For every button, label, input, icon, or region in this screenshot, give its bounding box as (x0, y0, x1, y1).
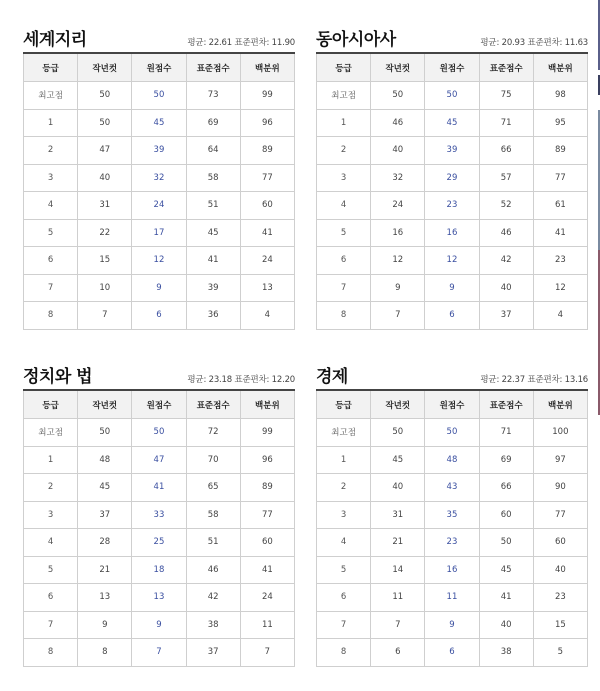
cell-standard-score: 58 (186, 501, 240, 529)
cell-raw-score: 9 (132, 611, 186, 639)
cell-percentile: 4 (240, 302, 294, 330)
score-table (316, 52, 588, 330)
cell-raw-score: 43 (425, 474, 479, 502)
cell-last-year-cut: 21 (78, 556, 132, 584)
col-header-last-year-cut: 작년컷 (78, 53, 132, 82)
cell-percentile: 24 (240, 584, 294, 612)
cell-raw-score: 12 (425, 247, 479, 275)
col-header-grade: 등급 (24, 53, 78, 82)
cell-raw-score: 39 (132, 137, 186, 165)
cell-grade: 1 (317, 446, 371, 474)
cell-grade: 7 (24, 274, 78, 302)
cell-raw-score: 45 (425, 109, 479, 137)
col-header-percentile: 백분위 (240, 390, 294, 419)
cell-raw-score: 11 (425, 584, 479, 612)
cell-percentile: 41 (240, 556, 294, 584)
panel-east-asian-history (316, 22, 588, 330)
panel-title: 정치와 법 (23, 367, 93, 387)
cell-percentile: 96 (240, 109, 294, 137)
cell-standard-score: 40 (479, 611, 533, 639)
cell-last-year-cut: 8 (78, 639, 132, 667)
cell-raw-score: 9 (132, 274, 186, 302)
table-row (317, 192, 588, 220)
cell-percentile: 7 (240, 639, 294, 667)
cell-grade: 최고점 (317, 419, 371, 447)
table-row (24, 274, 295, 302)
col-header-standard-score: 표준점수 (479, 53, 533, 82)
cell-standard-score: 66 (479, 137, 533, 165)
cell-standard-score: 70 (186, 446, 240, 474)
cell-grade: 4 (317, 529, 371, 557)
table-row (24, 611, 295, 639)
cell-percentile: 89 (240, 474, 294, 502)
cell-standard-score: 37 (186, 639, 240, 667)
cell-standard-score: 39 (186, 274, 240, 302)
cell-standard-score: 73 (186, 82, 240, 110)
panel-title: 경제 (316, 367, 348, 387)
cell-last-year-cut: 15 (78, 247, 132, 275)
cell-standard-score: 36 (186, 302, 240, 330)
cell-raw-score: 50 (132, 419, 186, 447)
col-header-grade: 등급 (24, 390, 78, 419)
cell-percentile: 100 (533, 419, 587, 447)
col-header-raw-score: 원점수 (132, 53, 186, 82)
cell-grade: 8 (317, 639, 371, 667)
table-header-row (24, 53, 295, 82)
cell-grade: 5 (317, 556, 371, 584)
cell-raw-score: 50 (425, 419, 479, 447)
cell-standard-score: 46 (479, 219, 533, 247)
cell-grade: 6 (317, 247, 371, 275)
cell-standard-score: 40 (479, 274, 533, 302)
cell-standard-score: 69 (479, 446, 533, 474)
table-row (317, 302, 588, 330)
panel-world-geography (23, 22, 295, 330)
table-header-row (317, 53, 588, 82)
cell-last-year-cut: 48 (78, 446, 132, 474)
cell-standard-score: 50 (479, 529, 533, 557)
cell-last-year-cut: 50 (371, 419, 425, 447)
cell-raw-score: 25 (132, 529, 186, 557)
table-row (24, 219, 295, 247)
table-row (317, 446, 588, 474)
panel-politics-and-law (23, 359, 295, 667)
cell-standard-score: 42 (479, 247, 533, 275)
cell-percentile: 99 (240, 82, 294, 110)
cell-percentile: 60 (240, 192, 294, 220)
cell-grade: 3 (24, 501, 78, 529)
cell-percentile: 40 (533, 556, 587, 584)
score-table (23, 389, 295, 667)
cell-last-year-cut: 45 (78, 474, 132, 502)
panel-stats: 평균: 22.61 표준편차: 11.90 (187, 38, 295, 48)
cell-percentile: 61 (533, 192, 587, 220)
cell-grade: 최고점 (317, 82, 371, 110)
cell-last-year-cut: 31 (371, 501, 425, 529)
cell-percentile: 15 (533, 611, 587, 639)
cell-grade: 3 (24, 164, 78, 192)
cell-standard-score: 42 (186, 584, 240, 612)
cell-raw-score: 6 (425, 639, 479, 667)
panel-title: 동아시아사 (316, 30, 396, 50)
panel-header (23, 22, 295, 52)
cell-standard-score: 38 (186, 611, 240, 639)
table-row (317, 556, 588, 584)
cell-grade: 2 (317, 137, 371, 165)
cell-percentile: 60 (240, 529, 294, 557)
cell-grade: 4 (24, 529, 78, 557)
cell-last-year-cut: 13 (78, 584, 132, 612)
cell-raw-score: 47 (132, 446, 186, 474)
cell-last-year-cut: 40 (371, 137, 425, 165)
cell-last-year-cut: 10 (78, 274, 132, 302)
cell-standard-score: 58 (186, 164, 240, 192)
cell-standard-score: 57 (479, 164, 533, 192)
table-row (24, 192, 295, 220)
cell-last-year-cut: 50 (78, 109, 132, 137)
cell-grade: 5 (24, 556, 78, 584)
cell-percentile: 95 (533, 109, 587, 137)
cell-raw-score: 13 (132, 584, 186, 612)
cell-raw-score: 6 (132, 302, 186, 330)
cell-grade: 5 (317, 219, 371, 247)
table-row (24, 247, 295, 275)
cell-standard-score: 66 (479, 474, 533, 502)
table-row (24, 137, 295, 165)
cell-percentile: 4 (533, 302, 587, 330)
cell-percentile: 77 (533, 501, 587, 529)
col-header-raw-score: 원점수 (132, 390, 186, 419)
table-row (317, 639, 588, 667)
cell-standard-score: 71 (479, 109, 533, 137)
cell-percentile: 97 (533, 446, 587, 474)
table-row (317, 529, 588, 557)
panel-stats: 평균: 22.37 표준편차: 13.16 (480, 375, 588, 385)
cell-standard-score: 69 (186, 109, 240, 137)
cell-raw-score: 41 (132, 474, 186, 502)
cell-standard-score: 72 (186, 419, 240, 447)
table-row (24, 529, 295, 557)
cell-last-year-cut: 9 (371, 274, 425, 302)
cell-percentile: 11 (240, 611, 294, 639)
col-header-standard-score: 표준점수 (186, 53, 240, 82)
cell-percentile: 99 (240, 419, 294, 447)
cell-grade: 6 (24, 584, 78, 612)
cell-raw-score: 17 (132, 219, 186, 247)
cell-percentile: 98 (533, 82, 587, 110)
table-row (24, 556, 295, 584)
col-header-standard-score: 표준점수 (479, 390, 533, 419)
cell-grade: 최고점 (24, 82, 78, 110)
table-row (24, 164, 295, 192)
table-row (317, 219, 588, 247)
cell-last-year-cut: 40 (371, 474, 425, 502)
cell-grade: 2 (24, 474, 78, 502)
cell-percentile: 41 (240, 219, 294, 247)
cell-standard-score: 38 (479, 639, 533, 667)
cell-raw-score: 32 (132, 164, 186, 192)
table-row (317, 274, 588, 302)
col-header-raw-score: 원점수 (425, 53, 479, 82)
cell-percentile: 5 (533, 639, 587, 667)
cell-last-year-cut: 37 (78, 501, 132, 529)
table-row (24, 302, 295, 330)
cell-standard-score: 37 (479, 302, 533, 330)
cell-grade: 1 (24, 446, 78, 474)
cell-percentile: 12 (533, 274, 587, 302)
cell-grade: 8 (317, 302, 371, 330)
cell-grade: 7 (317, 274, 371, 302)
cell-percentile: 23 (533, 247, 587, 275)
cell-standard-score: 41 (186, 247, 240, 275)
col-header-percentile: 백분위 (240, 53, 294, 82)
cell-raw-score: 18 (132, 556, 186, 584)
cell-raw-score: 7 (132, 639, 186, 667)
table-row (317, 501, 588, 529)
cell-percentile: 90 (533, 474, 587, 502)
cell-raw-score: 24 (132, 192, 186, 220)
cell-raw-score: 45 (132, 109, 186, 137)
cell-last-year-cut: 14 (371, 556, 425, 584)
panel-economics (316, 359, 588, 667)
table-row (317, 584, 588, 612)
score-table (316, 389, 588, 667)
cell-grade: 8 (24, 639, 78, 667)
table-header-row (317, 390, 588, 419)
table-row (317, 474, 588, 502)
col-header-grade: 등급 (317, 390, 371, 419)
cell-percentile: 77 (240, 164, 294, 192)
table-row (24, 419, 295, 447)
cell-grade: 5 (24, 219, 78, 247)
cell-raw-score: 9 (425, 274, 479, 302)
cell-grade: 6 (317, 584, 371, 612)
cell-grade: 최고점 (24, 419, 78, 447)
cell-last-year-cut: 22 (78, 219, 132, 247)
cell-last-year-cut: 50 (78, 419, 132, 447)
cell-last-year-cut: 16 (371, 219, 425, 247)
cell-standard-score: 71 (479, 419, 533, 447)
cell-standard-score: 65 (186, 474, 240, 502)
cell-last-year-cut: 32 (371, 164, 425, 192)
cell-percentile: 96 (240, 446, 294, 474)
cell-grade: 2 (24, 137, 78, 165)
col-header-percentile: 백분위 (533, 53, 587, 82)
cell-raw-score: 23 (425, 192, 479, 220)
table-row (317, 137, 588, 165)
col-header-last-year-cut: 작년컷 (371, 53, 425, 82)
cell-last-year-cut: 45 (371, 446, 425, 474)
table-row (24, 82, 295, 110)
cell-percentile: 89 (533, 137, 587, 165)
cell-grade: 3 (317, 501, 371, 529)
cell-raw-score: 35 (425, 501, 479, 529)
cell-last-year-cut: 50 (78, 82, 132, 110)
cell-standard-score: 46 (186, 556, 240, 584)
cell-raw-score: 9 (425, 611, 479, 639)
col-header-raw-score: 원점수 (425, 390, 479, 419)
cell-last-year-cut: 9 (78, 611, 132, 639)
table-header-row (24, 390, 295, 419)
panel-stats: 평균: 20.93 표준편차: 11.63 (480, 38, 588, 48)
table-row (24, 474, 295, 502)
cell-raw-score: 16 (425, 219, 479, 247)
cell-raw-score: 23 (425, 529, 479, 557)
cell-last-year-cut: 21 (371, 529, 425, 557)
cell-raw-score: 29 (425, 164, 479, 192)
panel-header (23, 359, 295, 389)
cell-standard-score: 41 (479, 584, 533, 612)
cell-grade: 1 (317, 109, 371, 137)
cell-last-year-cut: 24 (371, 192, 425, 220)
cell-raw-score: 33 (132, 501, 186, 529)
cell-grade: 6 (24, 247, 78, 275)
col-header-standard-score: 표준점수 (186, 390, 240, 419)
cell-standard-score: 64 (186, 137, 240, 165)
table-row (24, 501, 295, 529)
cell-percentile: 89 (240, 137, 294, 165)
cell-standard-score: 52 (479, 192, 533, 220)
cell-percentile: 13 (240, 274, 294, 302)
table-row (317, 109, 588, 137)
cell-standard-score: 75 (479, 82, 533, 110)
cell-last-year-cut: 12 (371, 247, 425, 275)
cell-raw-score: 12 (132, 247, 186, 275)
col-header-last-year-cut: 작년컷 (78, 390, 132, 419)
panel-header (316, 359, 588, 389)
score-table (23, 52, 295, 330)
col-header-percentile: 백분위 (533, 390, 587, 419)
cell-last-year-cut: 28 (78, 529, 132, 557)
cell-last-year-cut: 47 (78, 137, 132, 165)
cell-standard-score: 45 (186, 219, 240, 247)
cell-last-year-cut: 6 (371, 639, 425, 667)
cell-last-year-cut: 50 (371, 82, 425, 110)
cell-last-year-cut: 46 (371, 109, 425, 137)
cell-raw-score: 50 (132, 82, 186, 110)
cell-standard-score: 51 (186, 192, 240, 220)
cell-last-year-cut: 40 (78, 164, 132, 192)
cell-raw-score: 39 (425, 137, 479, 165)
cell-percentile: 60 (533, 529, 587, 557)
table-row (24, 109, 295, 137)
table-row (317, 247, 588, 275)
panel-header (316, 22, 588, 52)
cell-raw-score: 50 (425, 82, 479, 110)
table-row (317, 419, 588, 447)
panel-title: 세계지리 (23, 30, 87, 50)
table-row (24, 446, 295, 474)
cell-grade: 4 (317, 192, 371, 220)
table-row (24, 584, 295, 612)
cell-percentile: 77 (240, 501, 294, 529)
cell-grade: 1 (24, 109, 78, 137)
cell-raw-score: 48 (425, 446, 479, 474)
cell-standard-score: 51 (186, 529, 240, 557)
cell-grade: 7 (317, 611, 371, 639)
cell-raw-score: 6 (425, 302, 479, 330)
cell-grade: 7 (24, 611, 78, 639)
cell-grade: 8 (24, 302, 78, 330)
cell-grade: 3 (317, 164, 371, 192)
table-row (317, 164, 588, 192)
cell-last-year-cut: 11 (371, 584, 425, 612)
col-header-grade: 등급 (317, 53, 371, 82)
cell-last-year-cut: 7 (78, 302, 132, 330)
table-row (317, 82, 588, 110)
table-row (317, 611, 588, 639)
cell-raw-score: 16 (425, 556, 479, 584)
cell-percentile: 77 (533, 164, 587, 192)
cell-standard-score: 60 (479, 501, 533, 529)
cell-grade: 2 (317, 474, 371, 502)
cell-percentile: 23 (533, 584, 587, 612)
cell-last-year-cut: 7 (371, 611, 425, 639)
cell-grade: 4 (24, 192, 78, 220)
col-header-last-year-cut: 작년컷 (371, 390, 425, 419)
cell-percentile: 41 (533, 219, 587, 247)
cell-percentile: 24 (240, 247, 294, 275)
cell-last-year-cut: 7 (371, 302, 425, 330)
table-row (24, 639, 295, 667)
panel-stats: 평균: 23.18 표준편차: 12.20 (187, 375, 295, 385)
cell-standard-score: 45 (479, 556, 533, 584)
cell-last-year-cut: 31 (78, 192, 132, 220)
